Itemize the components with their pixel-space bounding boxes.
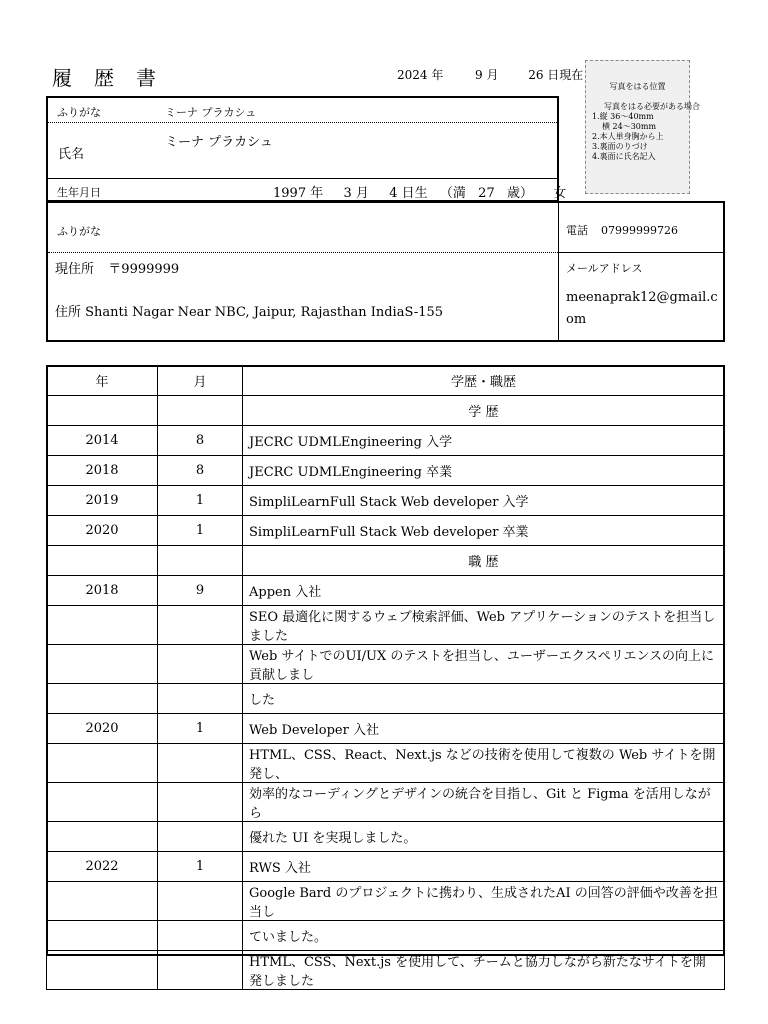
row-year: 2018 — [47, 456, 158, 486]
personal-info-top — [46, 96, 567, 202]
phone-field — [566, 222, 678, 238]
row-content: Google Bard のプロジェクトに携わり、生成されたAI の回答の評価や改善を担当し — [243, 882, 725, 921]
photo-instruction: 4.裏面に氏名記入 — [592, 152, 656, 161]
row-content: 効率的なコーディングとデザインの統合を目指し、Git と Figma を活用しながら — [243, 783, 725, 822]
date-day-unit: 日現在 — [547, 68, 584, 82]
row-content: Appen 入社 — [243, 576, 725, 606]
row-month — [158, 546, 243, 576]
birth-month: 3 月 — [343, 186, 369, 201]
current-date — [397, 66, 583, 83]
table-row — [47, 645, 725, 684]
table-row — [47, 576, 725, 606]
row-month — [158, 645, 243, 684]
row-content: SimpliLearnFull Stack Web developer 入学 — [243, 486, 725, 516]
row-content: RWS 入社 — [243, 852, 725, 882]
photo-placeholder — [585, 60, 700, 194]
title-char: 歴 — [94, 66, 136, 90]
row-year: 2020 — [47, 516, 158, 546]
row-year — [47, 783, 158, 822]
row-month: 8 — [158, 456, 243, 486]
row-content: Web サイトでのUI/UX のテストを担当し、ユーザーエクスペリエンスの向上に貢献しまし — [243, 645, 725, 684]
table-header-row — [47, 366, 725, 396]
row-year: 2014 — [47, 426, 158, 456]
row-year: 2022 — [47, 852, 158, 882]
date-day: 26 — [528, 68, 544, 82]
row-month — [158, 396, 243, 426]
row-month — [158, 882, 243, 921]
name-value: ミーナ プラカシュ — [165, 135, 273, 150]
row-content: HTML、CSS、React、Next.js などの技術を使用して複数の Web サイトを開発し、 — [243, 744, 725, 783]
photo-instruction: 写真をはる必要がある場合 — [604, 102, 700, 111]
table-row — [47, 714, 725, 744]
phone-label: 電話 — [566, 224, 588, 237]
row-year — [47, 744, 158, 783]
table-row — [47, 783, 725, 822]
row-year: 2020 — [47, 714, 158, 744]
photo-instruction: 2.本人単身胸から上 — [592, 132, 664, 141]
table-row — [47, 951, 725, 990]
document-title — [52, 62, 178, 91]
row-year: 2019 — [47, 486, 158, 516]
email-label: メールアドレス — [566, 262, 643, 275]
row-month: 8 — [158, 426, 243, 456]
photo-placeholder-title: 写真をはる位置 — [609, 82, 666, 91]
date-month-unit: 月 — [486, 68, 499, 82]
row-content: SimpliLearnFull Stack Web developer 卒業 — [243, 516, 725, 546]
header-year: 年 — [47, 366, 158, 396]
row-year — [47, 684, 158, 714]
row-month: 1 — [158, 852, 243, 882]
row-month — [158, 606, 243, 645]
row-year — [47, 951, 158, 990]
birth-year: 1997 年 — [273, 186, 324, 201]
row-month — [158, 684, 243, 714]
row-year — [47, 396, 158, 426]
row-month — [158, 921, 243, 951]
address-field — [55, 301, 443, 320]
title-char: 書 — [136, 66, 178, 90]
row-month: 1 — [158, 516, 243, 546]
age-prefix: （満 — [439, 186, 466, 201]
furigana-label: ふりがな — [57, 106, 101, 119]
history-table — [46, 365, 725, 990]
row-month: 9 — [158, 576, 243, 606]
row-content: JECRC UDMLEngineering 卒業 — [243, 456, 725, 486]
section-header-row — [47, 396, 725, 426]
table-row — [47, 882, 725, 921]
row-content: JECRC UDMLEngineering 入学 — [243, 426, 725, 456]
photo-instruction: 1.縦 36～40mm — [592, 112, 654, 121]
postal-label: 現住所 — [55, 262, 95, 277]
header-content: 学歴・職歴 — [243, 366, 725, 396]
section-label: 職 歴 — [243, 546, 725, 576]
row-month — [158, 822, 243, 852]
date-year: 2024 — [397, 68, 428, 82]
furigana-value: ミーナ プラカシュ — [165, 106, 257, 119]
table-row — [47, 486, 725, 516]
table-row — [47, 921, 725, 951]
row-month: 1 — [158, 714, 243, 744]
personal-info-bottom — [46, 201, 725, 342]
name-label: 氏名 — [58, 147, 85, 162]
postal-value: 〒9999999 — [108, 262, 180, 277]
table-row — [47, 852, 725, 882]
row-content: SEO 最適化に関するウェブ検索評価、Web アプリケーションのテストを担当しました — [243, 606, 725, 645]
header-month: 月 — [158, 366, 243, 396]
row-month — [158, 951, 243, 990]
sex-value: 女 — [553, 186, 567, 201]
birth-date — [273, 182, 566, 201]
row-year — [47, 645, 158, 684]
row-year — [47, 882, 158, 921]
table-row — [47, 516, 725, 546]
row-content: した — [243, 684, 725, 714]
birth-label: 生年月日 — [57, 186, 101, 199]
section-label: 学 歴 — [243, 396, 725, 426]
photo-instruction: 3.裏面のりづけ — [592, 142, 648, 151]
row-month: 1 — [158, 486, 243, 516]
row-year — [47, 921, 158, 951]
table-row — [47, 456, 725, 486]
age-value: 27 — [478, 186, 495, 201]
row-month — [158, 744, 243, 783]
table-row — [47, 744, 725, 783]
email-value: meenaprak12@gmail.com — [566, 290, 718, 327]
date-month: 9 — [475, 68, 483, 82]
birth-day: 4 日生 — [389, 186, 428, 201]
row-content: 優れた UI を実現しました。 — [243, 822, 725, 852]
address-furigana-label: ふりがな — [57, 225, 101, 238]
title-char: 履 — [52, 66, 94, 90]
row-year — [47, 606, 158, 645]
address-value: Shanti Nagar Near NBC, Jaipur, Rajasthan IndiaS-155 — [85, 305, 444, 320]
section-header-row — [47, 546, 725, 576]
row-year — [47, 822, 158, 852]
address-label: 住所 — [55, 305, 82, 320]
table-row — [47, 684, 725, 714]
row-year: 2018 — [47, 576, 158, 606]
row-year — [47, 546, 158, 576]
row-content: HTML、CSS、Next.js を使用して、チームと協力しながら新たなサイトを開発しました — [243, 951, 725, 990]
photo-instruction: 横 24～30mm — [602, 122, 657, 131]
date-year-unit: 年 — [431, 68, 444, 82]
table-row — [47, 426, 725, 456]
phone-value: 07999999726 — [601, 224, 678, 237]
table-row — [47, 606, 725, 645]
row-content: ていました。 — [243, 921, 725, 951]
postal-field — [55, 258, 179, 277]
row-month — [158, 783, 243, 822]
age-suffix: 歳） — [507, 186, 534, 201]
row-content: Web Developer 入社 — [243, 714, 725, 744]
table-row — [47, 822, 725, 852]
